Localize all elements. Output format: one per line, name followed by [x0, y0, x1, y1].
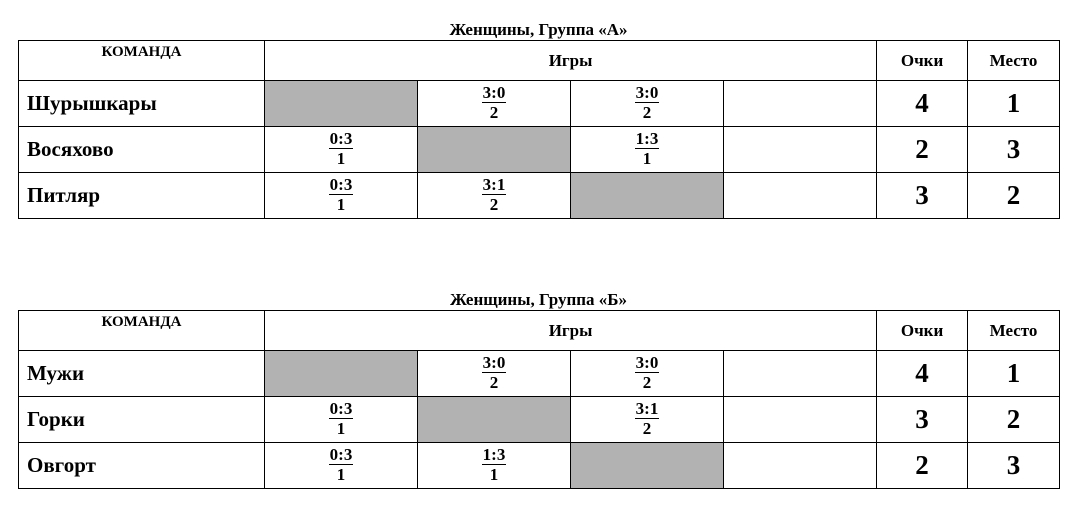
points-cell: 4: [877, 81, 968, 127]
team-name: Шурышкары: [19, 81, 265, 127]
match-points: 2: [642, 373, 652, 392]
header-points: Очки: [877, 311, 968, 351]
place-cell: 2: [968, 173, 1060, 219]
result-cell: [571, 351, 724, 397]
result-cell: [265, 397, 418, 443]
empty-cell: [724, 127, 877, 173]
table-row: [19, 127, 1060, 173]
result-cell: [418, 81, 571, 127]
match-score: 0:3: [329, 399, 353, 418]
match-points: 2: [489, 195, 499, 214]
result-cell: [265, 443, 418, 489]
standings-table: [18, 40, 1060, 219]
table-row: [19, 443, 1060, 489]
team-name: Горки: [19, 397, 265, 443]
group-title: Женщины, Группа «А»: [449, 20, 628, 39]
match-points: 2: [489, 373, 499, 392]
self-cell: [265, 351, 418, 397]
match-score: 0:3: [329, 129, 353, 148]
table-row: [19, 173, 1060, 219]
empty-cell: [724, 81, 877, 127]
self-cell: [265, 81, 418, 127]
team-name: Мужи: [19, 351, 265, 397]
empty-cell: [724, 443, 877, 489]
group-title: Женщины, Группа «Б»: [449, 290, 628, 309]
team-name: Восяхово: [19, 127, 265, 173]
place-cell: 1: [968, 81, 1060, 127]
match-points: 1: [642, 149, 652, 168]
match-points: 1: [489, 465, 499, 484]
match-points: 1: [336, 465, 346, 484]
header-row: [19, 41, 1060, 81]
match-points: 2: [489, 103, 499, 122]
group-a: [18, 20, 1059, 219]
table-row: [19, 81, 1060, 127]
result-cell: [571, 397, 724, 443]
match-score: 0:3: [329, 445, 353, 464]
header-team: КОМАНДА: [19, 311, 265, 351]
header-games: Игры: [265, 41, 877, 81]
table-row: [19, 397, 1060, 443]
self-cell: [571, 173, 724, 219]
table-row: [19, 351, 1060, 397]
points-cell: 2: [877, 127, 968, 173]
match-score: 3:0: [635, 353, 659, 372]
match-points: 1: [336, 195, 346, 214]
result-cell: [418, 173, 571, 219]
team-name: Питляр: [19, 173, 265, 219]
place-cell: 2: [968, 397, 1060, 443]
match-score: 3:1: [635, 399, 659, 418]
match-score: 3:0: [635, 83, 659, 102]
match-score: 3:1: [482, 175, 506, 194]
match-points: 1: [336, 149, 346, 168]
header-team: КОМАНДА: [19, 41, 265, 81]
match-points: 1: [336, 419, 346, 438]
match-score: 1:3: [635, 129, 659, 148]
empty-cell: [724, 351, 877, 397]
header-row: [19, 311, 1060, 351]
empty-cell: [724, 173, 877, 219]
match-points: 2: [642, 419, 652, 438]
points-cell: 4: [877, 351, 968, 397]
match-score: 3:0: [482, 83, 506, 102]
result-cell: [571, 127, 724, 173]
match-score: 0:3: [329, 175, 353, 194]
header-points: Очки: [877, 41, 968, 81]
match-points: 2: [642, 103, 652, 122]
group-b: [18, 290, 1059, 489]
points-cell: 3: [877, 173, 968, 219]
result-cell: [265, 127, 418, 173]
self-cell: [571, 443, 724, 489]
result-cell: [418, 443, 571, 489]
header-place: Место: [968, 311, 1060, 351]
place-cell: 1: [968, 351, 1060, 397]
match-score: 1:3: [482, 445, 506, 464]
header-games: Игры: [265, 311, 877, 351]
team-name: Овгорт: [19, 443, 265, 489]
place-cell: 3: [968, 127, 1060, 173]
points-cell: 3: [877, 397, 968, 443]
standings-table: [18, 310, 1060, 489]
result-cell: [418, 351, 571, 397]
self-cell: [418, 127, 571, 173]
self-cell: [418, 397, 571, 443]
points-cell: 2: [877, 443, 968, 489]
empty-cell: [724, 397, 877, 443]
match-score: 3:0: [482, 353, 506, 372]
result-cell: [571, 81, 724, 127]
place-cell: 3: [968, 443, 1060, 489]
result-cell: [265, 173, 418, 219]
header-place: Место: [968, 41, 1060, 81]
